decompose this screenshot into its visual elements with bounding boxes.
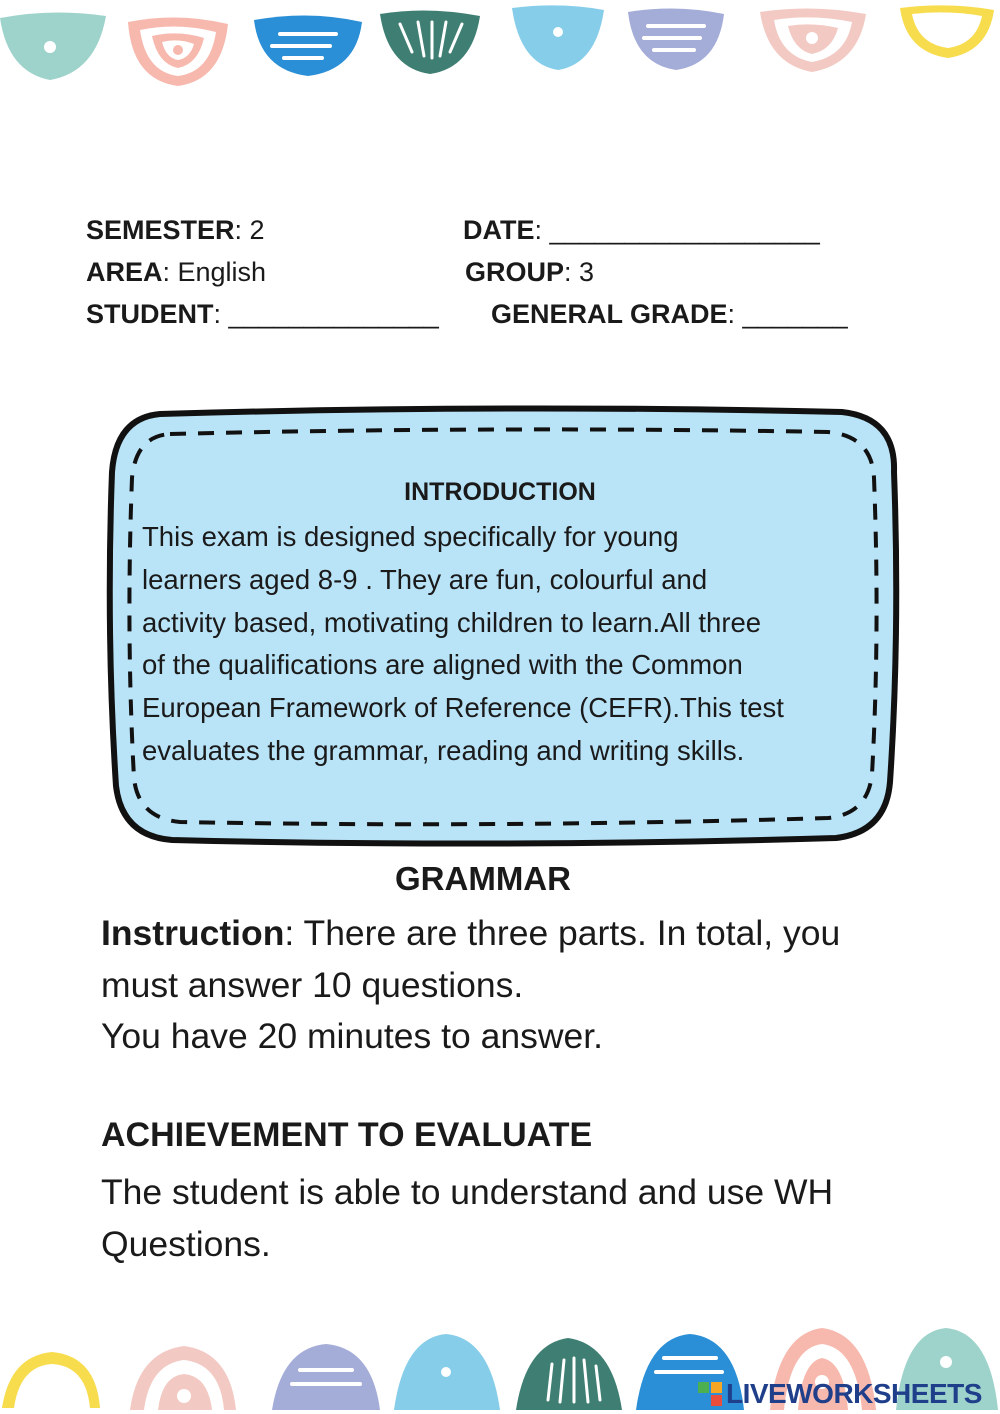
blue-striped-shape-icon xyxy=(254,15,362,76)
sky-dot-arch-shape-icon xyxy=(394,1334,500,1410)
general-grade-field xyxy=(491,296,848,332)
student-label: STUDENT xyxy=(86,299,214,329)
general-grade-label: GENERAL GRADE xyxy=(491,299,728,329)
liveworksheets-logo-icon xyxy=(698,1382,722,1406)
area-field xyxy=(86,254,266,290)
instruction-label: Instruction xyxy=(101,913,285,953)
date-label: DATE xyxy=(463,215,535,245)
date-field xyxy=(463,212,820,248)
semester-value: : 2 xyxy=(234,215,265,245)
group-label: GROUP xyxy=(465,257,565,287)
lavender-striped-arch-shape-icon xyxy=(272,1344,380,1410)
area-label: AREA xyxy=(86,257,163,287)
pink-spiral-arch-shape-icon xyxy=(130,1346,236,1410)
time-limit-text: You have 20 minutes to answer. xyxy=(101,1016,603,1056)
sky-dot-shape-icon xyxy=(512,5,604,70)
student-info-header xyxy=(86,212,916,338)
liveworksheets-watermark xyxy=(698,1378,982,1410)
header-row-area xyxy=(86,254,916,296)
pink-spiral-shape-icon xyxy=(760,8,866,72)
header-row-student xyxy=(86,296,916,338)
semester-label: SEMESTER xyxy=(86,215,235,245)
achievement-text: The student is able to understand and use WH Questions. xyxy=(101,1172,834,1264)
green-lined-shape-icon xyxy=(380,10,480,74)
green-lined-arch-shape-icon xyxy=(516,1338,622,1410)
yellow-outline-shape-icon xyxy=(900,5,994,58)
lavender-striped-shape-icon xyxy=(628,8,724,70)
introduction-text: This exam is designed specifically for young learners aged 8-9 . They are fun, colourful and activity based, motivating children to learn.All three of the qualifications are aligned with the Common European Framework of Reference (CEFR).This test evaluates the grammar, reading and writing skills. xyxy=(142,521,784,766)
date-value: : __________________ xyxy=(534,215,820,245)
grammar-instruction xyxy=(101,908,901,1063)
student-value: : ______________ xyxy=(213,299,439,329)
grammar-title: GRAMMAR xyxy=(395,860,571,897)
semester-field xyxy=(86,212,265,248)
yellow-arch-shape-icon xyxy=(2,1352,100,1408)
watermark-text: LIVEWORKSHEETS xyxy=(726,1378,982,1409)
coral-spiral-shape-icon xyxy=(128,17,228,86)
top-decorative-border xyxy=(0,0,1000,95)
area-value: : English xyxy=(162,257,267,287)
header-row-semester xyxy=(86,212,916,254)
group-field xyxy=(465,254,594,290)
introduction-title: INTRODUCTION xyxy=(404,478,596,506)
student-field xyxy=(86,296,439,332)
general-grade-value: : _______ xyxy=(727,299,848,329)
teal-dot-shape-icon xyxy=(0,12,106,80)
achievement-title: ACHIEVEMENT TO EVALUATE xyxy=(101,1116,593,1154)
instruction-text: : There are three parts. In total, you must answer 10 questions. xyxy=(101,913,841,1005)
group-value: : 3 xyxy=(564,257,595,287)
